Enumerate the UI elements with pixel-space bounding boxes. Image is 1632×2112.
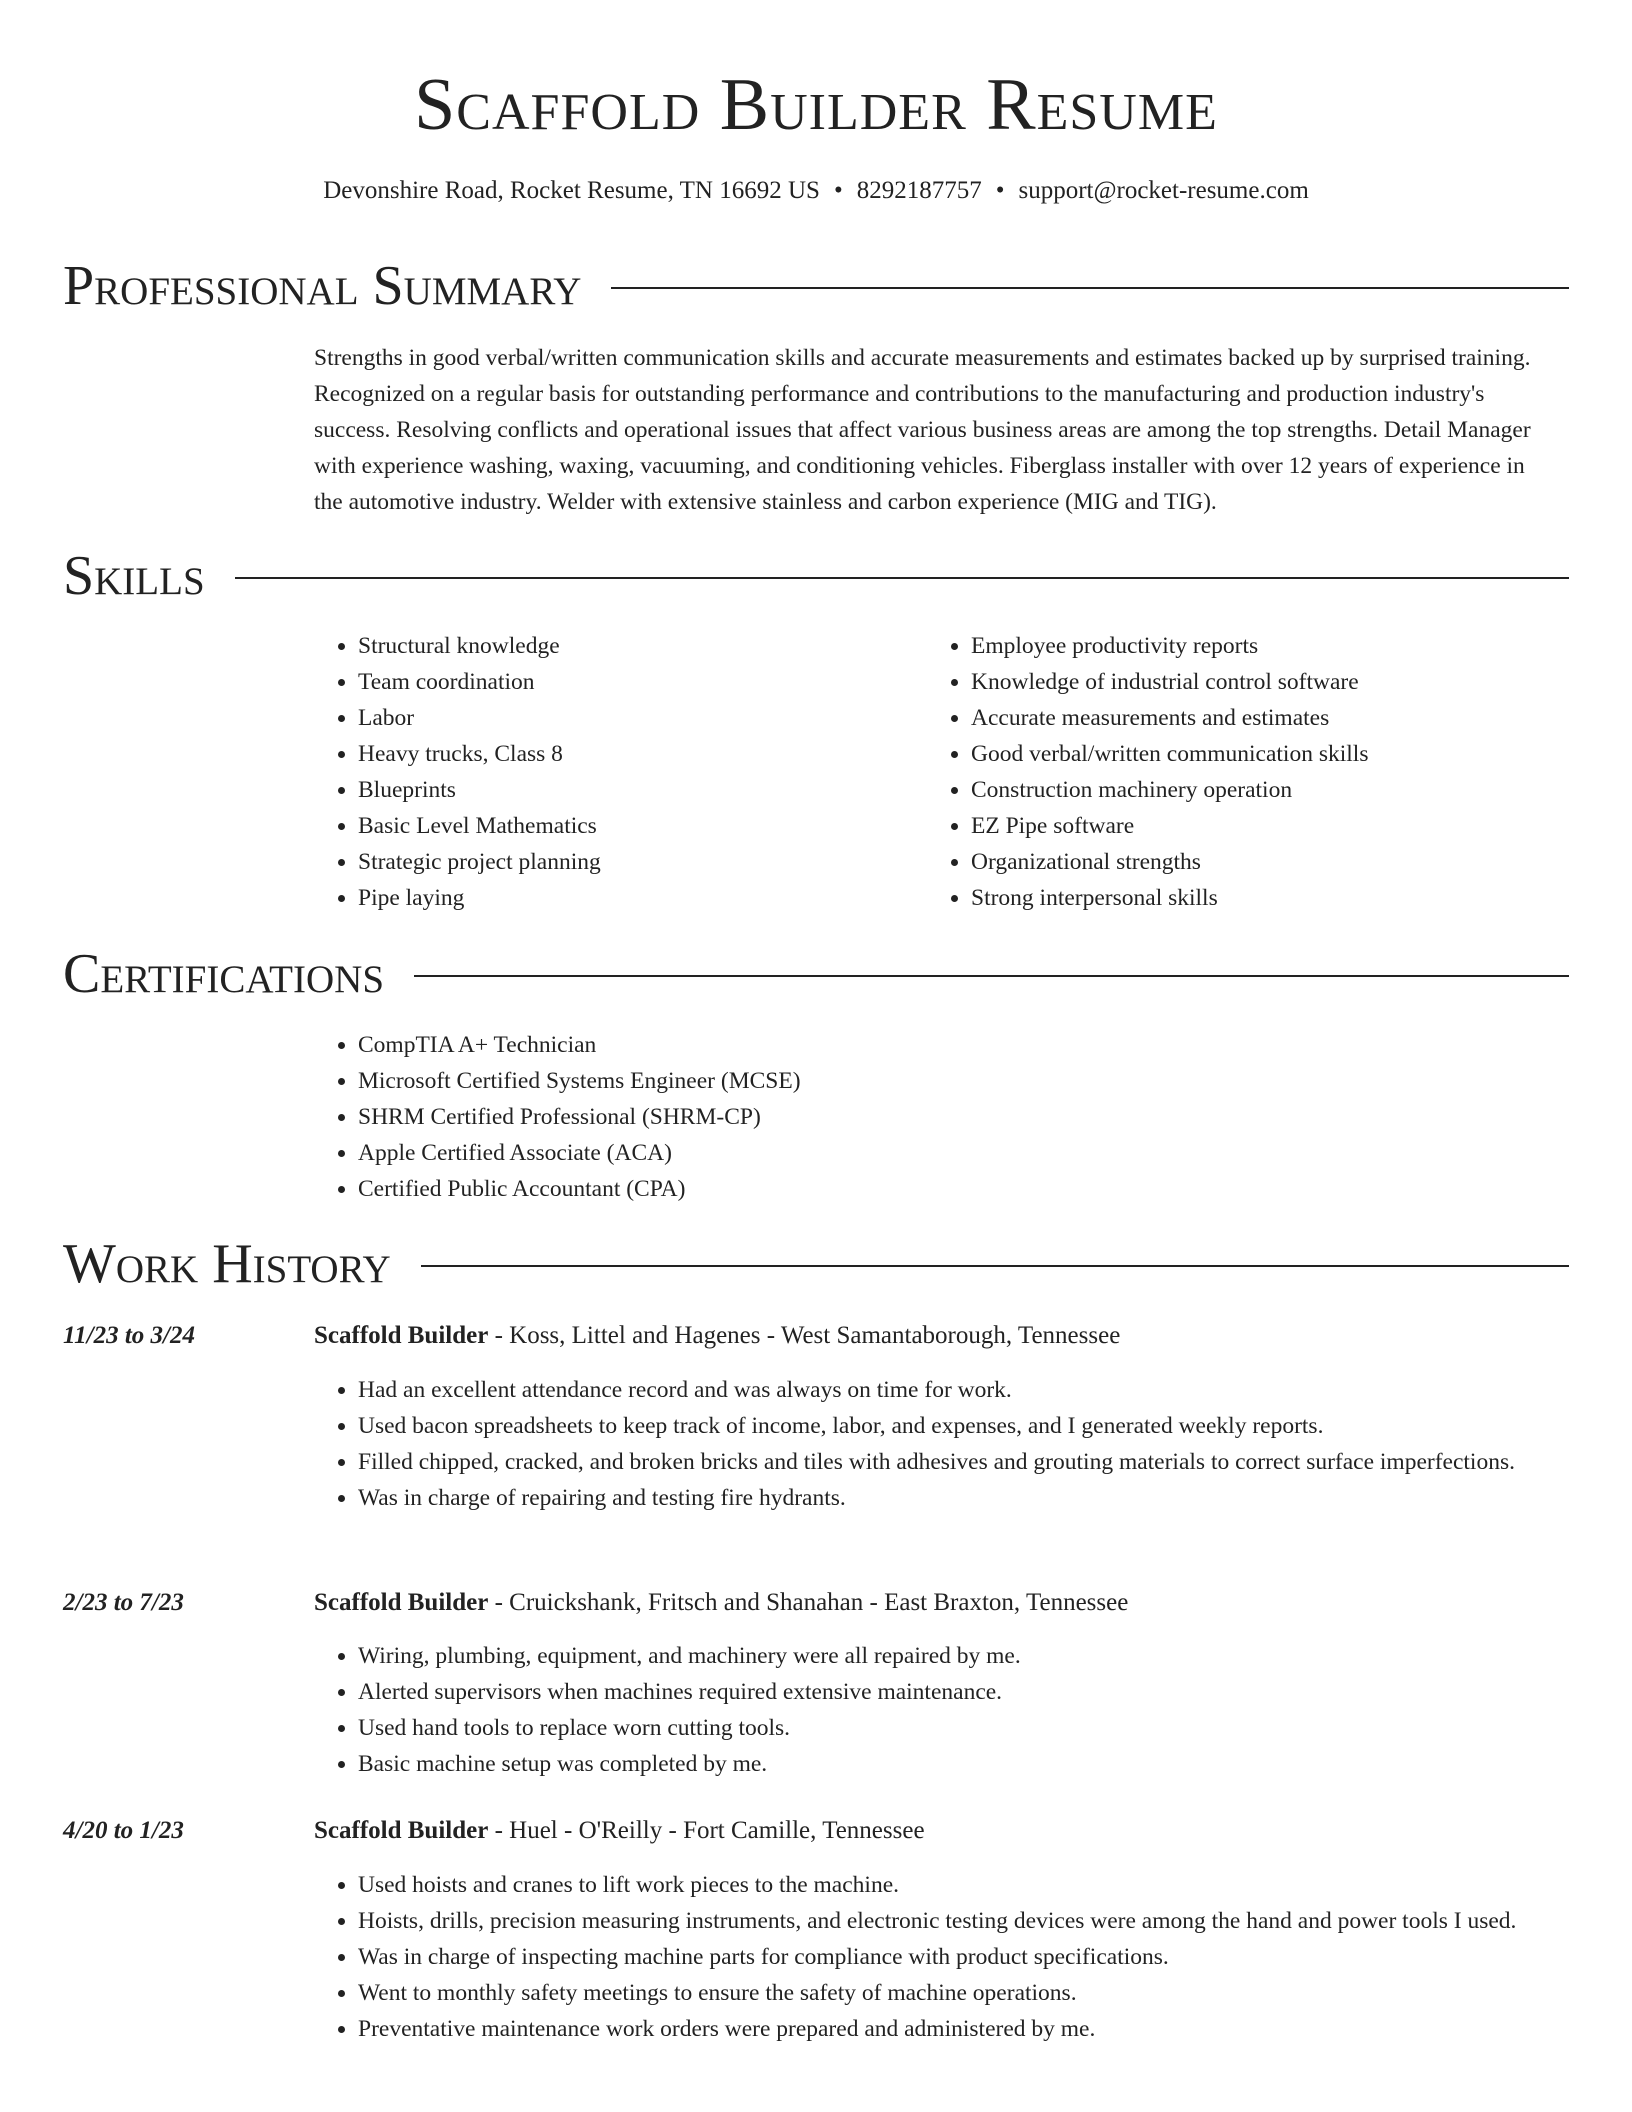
- job-duty-item: • Was in charge of repairing and testing fire hydrants.: [358, 1480, 1554, 1516]
- contact-phone: 8292187757: [856, 177, 982, 204]
- job-duties: [314, 1372, 1554, 1516]
- skills-column-left: [314, 628, 914, 916]
- job-duty-item: • Used bacon spreadsheets to keep track of income, labor, and expenses, and I generated weekly reports.: [358, 1408, 1554, 1444]
- skills-section-header: [63, 543, 1569, 609]
- skill-item: • Organizational strengths: [971, 844, 1547, 880]
- skill-item: • Knowledge of industrial control software: [971, 664, 1547, 700]
- certification-item: • Apple Certified Associate (ACA): [358, 1135, 801, 1171]
- job-duty-item: • Alerted supervisors when machines required extensive maintenance.: [358, 1674, 1554, 1710]
- certification-item: • Certified Public Accountant (CPA): [358, 1171, 801, 1207]
- job-duty-item: • Preventative maintenance work orders were prepared and administered by me.: [358, 2011, 1554, 2047]
- contact-separator: •: [833, 177, 843, 204]
- skill-item: • Employee productivity reports: [971, 628, 1547, 664]
- skill-item: • Structural knowledge: [358, 628, 914, 664]
- job-employer: - Cruickshank, Fritsch and Shanahan - East Braxton, Tennessee: [488, 1589, 1129, 1616]
- work-history-section-header: [63, 1231, 1569, 1297]
- job-duties-list: [314, 1867, 1554, 2047]
- certification-item: • CompTIA A+ Technician: [358, 1027, 801, 1063]
- skill-item: • Team coordination: [358, 664, 914, 700]
- skill-item: • Construction machinery operation: [971, 772, 1547, 808]
- certification-item: • SHRM Certified Professional (SHRM-CP): [358, 1099, 801, 1135]
- certifications-section-header: [63, 941, 1569, 1007]
- job-dates: 4/20 to 1/23: [63, 1817, 184, 1844]
- job-dates: 2/23 to 7/23: [63, 1589, 184, 1616]
- contact-line: [0, 174, 1632, 208]
- job-duties-list: [314, 1638, 1554, 1782]
- skill-item: • Strategic project planning: [358, 844, 914, 880]
- job-title: Scaffold Builder: [314, 1322, 489, 1349]
- skills-heading: Skills: [63, 545, 205, 607]
- section-divider: [414, 975, 1569, 977]
- skill-item: • Pipe laying: [358, 880, 914, 916]
- job-duties: [314, 1638, 1554, 1782]
- skill-item: • Basic Level Mathematics: [358, 808, 914, 844]
- job-employer: - Huel - O'Reilly - Fort Camille, Tennessee: [488, 1817, 925, 1844]
- job-title: Scaffold Builder: [314, 1589, 489, 1616]
- skill-item: • Heavy trucks, Class 8: [358, 736, 914, 772]
- section-divider: [611, 287, 1569, 289]
- job-heading: [314, 1318, 1120, 1354]
- section-divider: [235, 577, 1569, 579]
- skill-item: • Strong interpersonal skills: [971, 880, 1547, 916]
- job-duty-item: • Had an excellent attendance record and was always on time for work.: [358, 1372, 1554, 1408]
- skill-item: • Accurate measurements and estimates: [971, 700, 1547, 736]
- skills-list-right: [927, 628, 1547, 916]
- certifications-block: [314, 1027, 801, 1207]
- summary-section-header: [63, 253, 1569, 319]
- job-duty-item: • Filled chipped, cracked, and broken bricks and tiles with adhesives and grouting materials to correct surface imperfections.: [358, 1444, 1554, 1480]
- skill-item: • Good verbal/written communication skills: [971, 736, 1547, 772]
- job-duty-item: • Went to monthly safety meetings to ensure the safety of machine operations.: [358, 1975, 1554, 2011]
- job-duties-list: [314, 1372, 1554, 1516]
- work-history-heading: Work History: [63, 1233, 391, 1295]
- job-title: Scaffold Builder: [314, 1817, 489, 1844]
- job-duty-item: • Basic machine setup was completed by me.: [358, 1746, 1554, 1782]
- section-divider: [421, 1265, 1569, 1267]
- skills-column-right: [927, 628, 1547, 916]
- job-heading: [314, 1813, 925, 1849]
- job-duty-item: • Used hand tools to replace worn cutting tools.: [358, 1710, 1554, 1746]
- job-duty-item: • Wiring, plumbing, equipment, and machinery were all repaired by me.: [358, 1638, 1554, 1674]
- job-employer: - Koss, Littel and Hagenes - West Samantaborough, Tennessee: [488, 1322, 1121, 1349]
- skills-list-left: [314, 628, 914, 916]
- job-duties: [314, 1867, 1554, 2047]
- job-duty-item: • Was in charge of inspecting machine parts for compliance with product specifications.: [358, 1939, 1554, 1975]
- contact-email: support@rocket-resume.com: [1018, 177, 1309, 204]
- contact-address: Devonshire Road, Rocket Resume, TN 16692 US: [323, 177, 820, 204]
- certification-item: • Microsoft Certified Systems Engineer (MCSE): [358, 1063, 801, 1099]
- skill-item: • EZ Pipe software: [971, 808, 1547, 844]
- summary-heading: Professional Summary: [63, 255, 582, 317]
- certifications-heading: Certifications: [63, 943, 385, 1005]
- skill-item: • Labor: [358, 700, 914, 736]
- resume-title: Scaffold Builder Resume: [414, 64, 1218, 146]
- summary-text: Strengths in good verbal/written communication skills and accurate measurements and estimates backed up by surprised training. Recognized on a regular basis for outstanding performance and contributions to the manufacturing and production industry's success. Resolving conflicts and operational issues that affect various business areas are among the top strengths. Detail Manager with experience washing, waxing, vacuuming, and conditioning vehicles. Fiberglass installer with over 12 years of experience in the automotive industry. Welder with extensive stainless and carbon experience (MIG and TIG).: [314, 345, 1531, 515]
- job-heading: [314, 1585, 1128, 1621]
- job-dates: 11/23 to 3/24: [63, 1322, 195, 1349]
- skill-item: • Blueprints: [358, 772, 914, 808]
- job-duty-item: • Used hoists and cranes to lift work pieces to the machine.: [358, 1867, 1554, 1903]
- certifications-list: [314, 1027, 801, 1207]
- job-duty-item: • Hoists, drills, precision measuring instruments, and electronic testing devices were among the hand and power tools I used.: [358, 1903, 1554, 1939]
- contact-separator: •: [995, 177, 1005, 204]
